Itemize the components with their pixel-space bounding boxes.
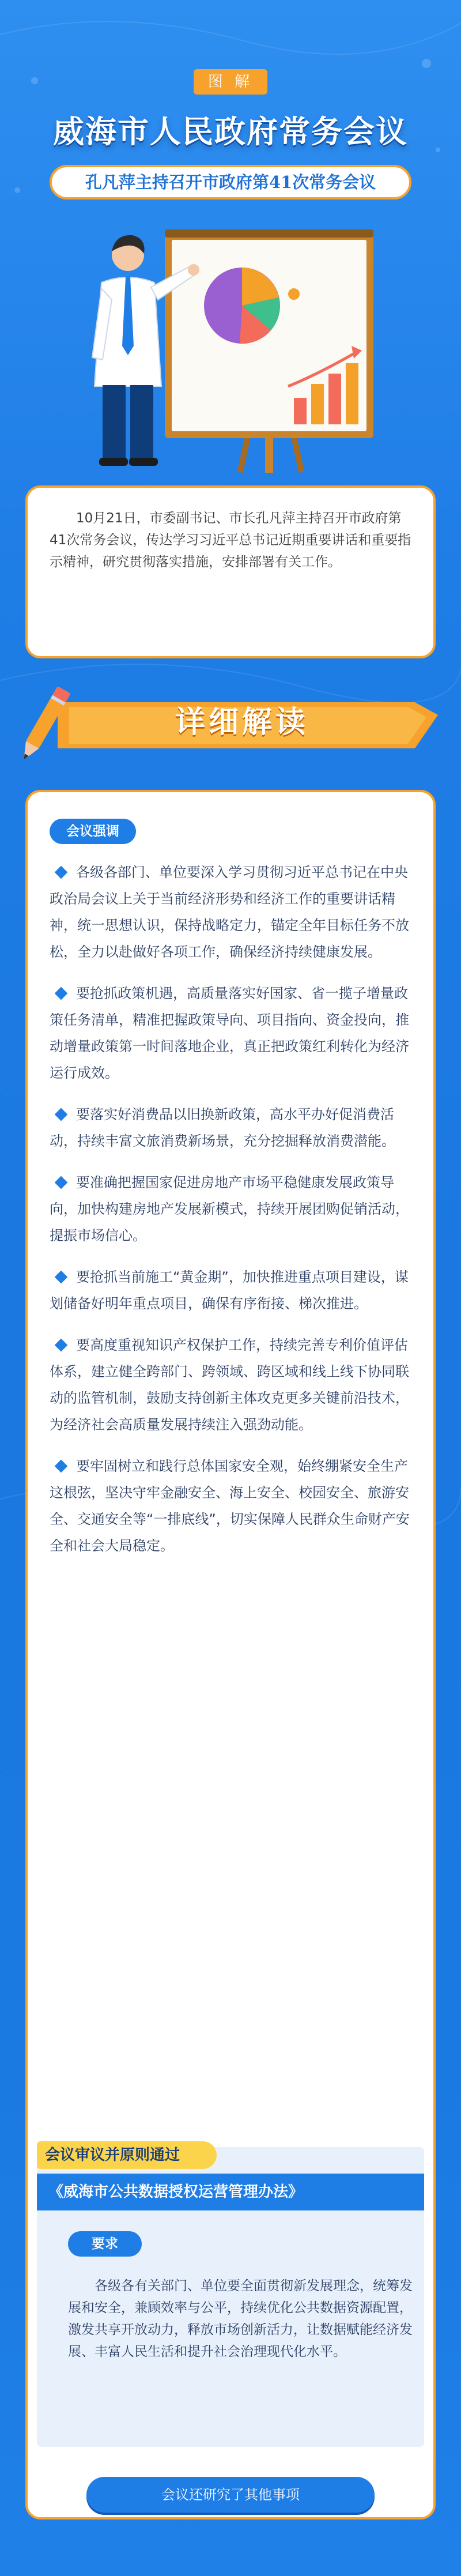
diamond-bullet-icon — [55, 1339, 68, 1352]
point-text: 要高度重视知识产权保护工作，持续完善专利价值评估体系，建立健全跨部门、跨领域、跨区域和线上线下协同联动的监管机制，鼓励支持创新主体攻克更多关键前沿技术，为经济社会高质量发展持续注入强劲动能。 — [50, 1337, 409, 1433]
point-text: 要落实好消费品以旧换新政策，高水平办好促消费活动，持续丰富文旅消费新场景，充分挖掘释放消费潜能。 — [50, 1106, 395, 1149]
requirement-label: 要求 — [68, 2231, 142, 2257]
diamond-bullet-icon — [55, 1176, 68, 1189]
list-item — [50, 1101, 411, 1154]
list-item — [50, 1453, 411, 1559]
diamond-bullet-icon — [55, 987, 68, 1000]
details-banner-title: 详细解读 — [175, 705, 309, 740]
list-item — [50, 1332, 411, 1438]
point-text: 要抢抓政策机遇，高质量落实好国家、省一揽子增量政策任务清单，精准把握政策导向、项目指向、资金投向，推动增量政策第一时间落地企业，真正把政策红利转化为经济运行成效。 — [50, 985, 409, 1081]
diamond-bullet-icon — [55, 1271, 68, 1284]
page-title: 威海市人民政府常务会议 — [53, 114, 408, 150]
point-text: 要准确把握国家促进房地产市场平稳健康发展政策导向，加快构建房地产发展新模式，持续开展团购促销活动，提振市场信心。 — [50, 1174, 409, 1244]
diamond-bullet-icon — [55, 866, 68, 879]
section-label-emphasis: 会议强调 — [50, 819, 136, 844]
page-subtitle: 孔凡萍主持召开市政府第41次常务会议 — [50, 165, 411, 199]
category-tag: 图 解 — [194, 69, 267, 95]
diamond-bullet-icon — [55, 1108, 68, 1121]
list-item — [50, 859, 411, 965]
point-text: 要抢抓当前施工“黄金期”，加快推进重点项目建设，谋划储备好明年重点项目，确保有序衔接、梯次推进。 — [50, 1269, 409, 1312]
presentation-board-icon — [165, 229, 373, 438]
list-item — [50, 980, 411, 1086]
approved-document-title: 《威海市公共数据授权运营管理办法》 — [37, 2174, 424, 2210]
diamond-bullet-icon — [55, 1460, 68, 1473]
list-item — [50, 1169, 411, 1249]
presentation-illustration — [52, 219, 432, 473]
intro-text: 10月21日，市委副书记、市长孔凡萍主持召开市政府第41次常务会议，传达学习习近平总书记近期重要讲话和重要指示精神，研究贯彻落实措施，安排部署有关工作。 — [50, 511, 411, 570]
emphasis-points — [50, 859, 411, 1574]
list-item — [50, 1264, 411, 1317]
other-matters-banner: 会议还研究了其他事项 — [86, 2477, 375, 2513]
point-text: 要牢固树立和践行总体国家安全观，始终绷紧安全生产这根弦，坚决守牢金融安全、海上安全、校园安全、旅游安全、交通安全等“一排底线”，切实保障人民群众生命财产安全和社会大局稳定。 — [50, 1458, 410, 1554]
approved-heading: 会议审议并原则通过 — [37, 2141, 217, 2169]
requirement-text: 各级各有关部门、单位要全面贯彻新发展理念，统筹发展和安全，兼顾效率与公平，持续优化公共数据资源配置，激发共享开放动力，释放市场创新活力，让数据赋能经济发展、丰富人民生活和提升社会治理现代化水平。 — [68, 2279, 413, 2359]
point-text: 各级各部门、单位要深入学习贯彻习近平总书记在中央政治局会议上关于当前经济形势和经济工作的重要讲话精神，统一思想认识，保持战略定力，锚定全年目标任务不放松，全力以赴做好各项工作，确保经济持续健康发展。 — [50, 864, 409, 960]
